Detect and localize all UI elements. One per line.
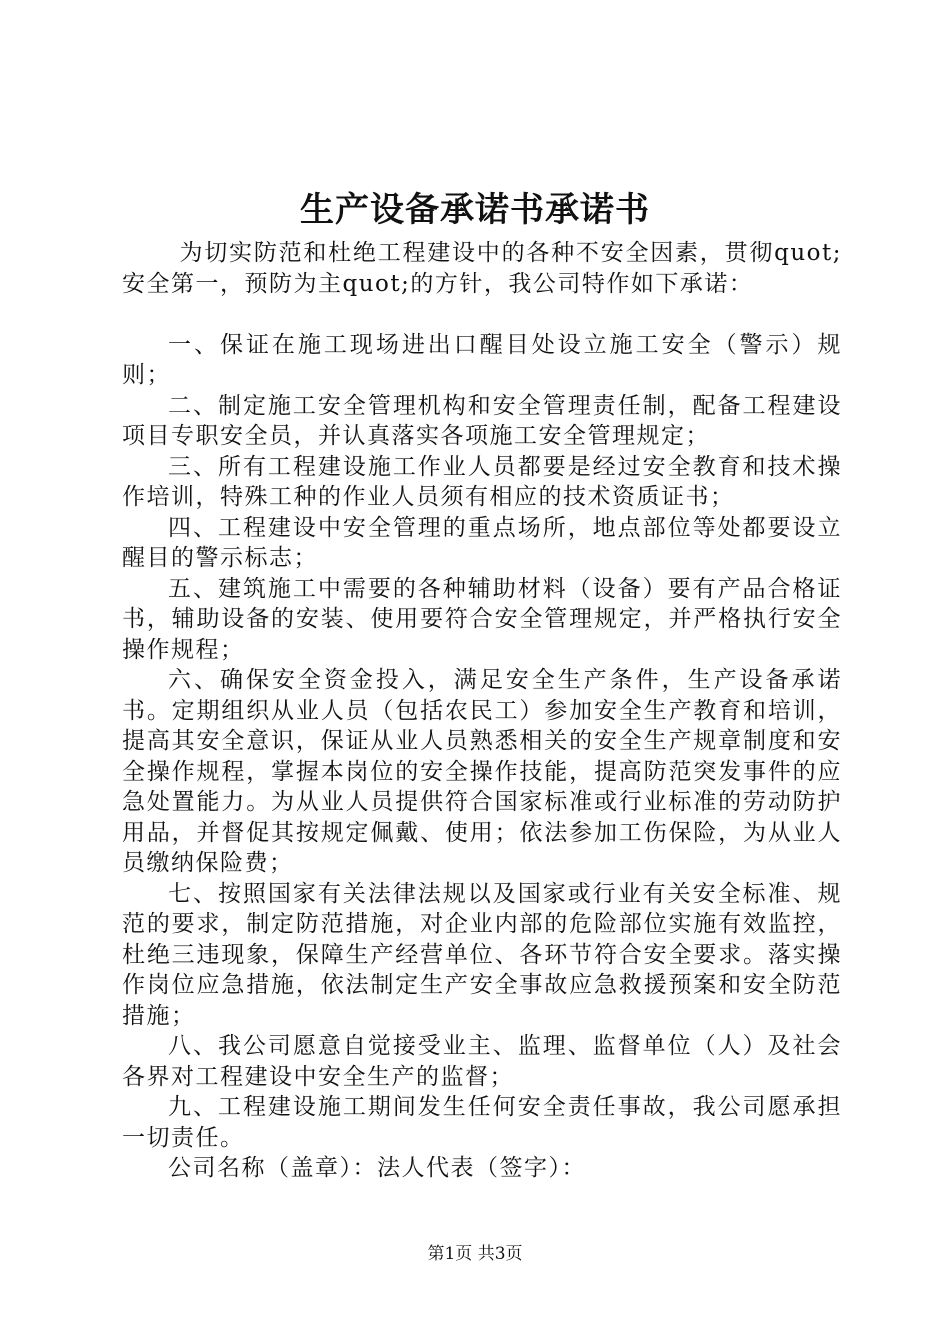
commitment-item-1: 一、保证在施工现场进出口醒目处设立施工安全（警示）规则；	[122, 331, 842, 388]
commitment-item-9: 九、工程建设施工期间发生任何安全责任事故，我公司愿承担一切责任。	[122, 1094, 842, 1151]
page-number-footer: 第1页 共3页	[427, 1244, 523, 1264]
document-body	[122, 238, 842, 1184]
commitment-item-3: 三、所有工程建设施工作业人员都要是经过安全教育和技术操作培训，特殊工种的作业人员须有相应的技术资质证书；	[122, 453, 842, 510]
document-title: 生产设备承诺书承诺书	[300, 190, 650, 230]
commitment-item-5: 五、建筑施工中需要的各种辅助材料（设备）要有产品合格证书，辅助设备的安装、使用要符合安全管理规定，并严格执行安全操作规程；	[122, 575, 842, 663]
commitment-item-2: 二、制定施工安全管理机构和安全管理责任制，配备工程建设项目专职安全员，并认真落实各项施工安全管理规定；	[122, 392, 842, 449]
blank-line	[122, 299, 842, 330]
commitment-item-7: 七、按照国家有关法律法规以及国家或行业有关安全标准、规范的要求，制定防范措施，对企业内部的危险部位实施有效监控，杜绝三违现象，保障生产经营单位、各环节符合安全要求。落实操作岗位应急措施，依法制定生产安全事故应急救援预案和安全防范措施；	[122, 880, 842, 1029]
commitment-item-4: 四、工程建设中安全管理的重点场所，地点部位等处都要设立醒目的警示标志；	[122, 514, 842, 571]
commitment-item-8: 八、我公司愿意自觉接受业主、监理、监督单位（人）及社会各界对工程建设中安全生产的监督；	[122, 1033, 842, 1090]
signature-line: 公司名称（盖章）：法人代表（签字）：	[168, 1155, 586, 1181]
commitment-item-6: 六、确保安全资金投入，满足安全生产条件，生产设备承诺书。定期组织从业人员（包括农民工）参加安全生产教育和培训，提高其安全意识，保证从业人员熟悉相关的安全生产规章制度和安全操作规程，掌握本岗位的安全操作技能，提高防范突发事件的应急处置能力。为从业人员提供符合国家标准或行业标准的劳动防护用品，并督促其按规定佩戴、使用；依法参加工伤保险，为从业人员缴纳保险费；	[122, 667, 842, 876]
intro-paragraph: 为切实防范和杜绝工程建设中的各种不安全因素，贯彻quot;安全第一，预防为主quot;的方针，我公司特作如下承诺：	[122, 240, 842, 297]
